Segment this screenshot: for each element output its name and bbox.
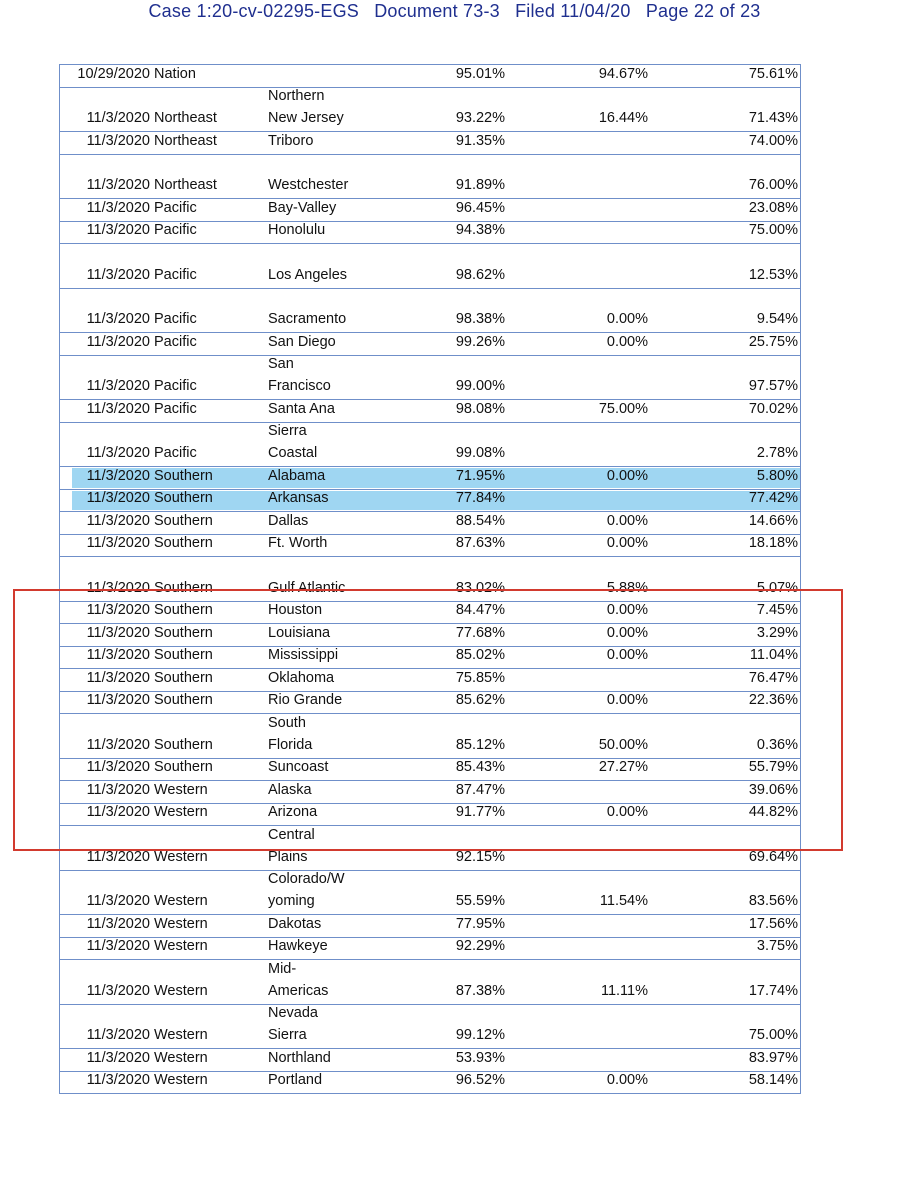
percent-1-cell: 85.02% bbox=[455, 647, 505, 663]
percent-1-cell: 92.15% bbox=[455, 848, 505, 865]
table-row bbox=[60, 155, 800, 200]
percent-3-cell: 7.45% bbox=[756, 602, 798, 618]
region-cell: Western bbox=[154, 848, 208, 865]
table-row bbox=[60, 423, 800, 468]
region-cell: Pacific bbox=[154, 445, 197, 461]
percent-1-cell: 75.85% bbox=[455, 669, 505, 686]
percent-1-cell: 95.01% bbox=[455, 65, 505, 82]
district-line-1: Central bbox=[268, 826, 315, 843]
district-cell: Santa Ana bbox=[268, 400, 335, 417]
region-cell: Western bbox=[154, 781, 208, 798]
district-cell: Louisiana bbox=[268, 624, 331, 641]
district-line-2: Florida bbox=[268, 736, 313, 753]
district-cell: Ft. Worth bbox=[268, 535, 328, 551]
district-cell bbox=[268, 85, 344, 129]
date-cell: 11/3/2020 bbox=[86, 781, 150, 798]
district-cell: Triboro bbox=[268, 132, 314, 149]
district-line-1: South bbox=[268, 714, 306, 731]
date-cell: 11/3/2020 bbox=[86, 177, 150, 193]
page-number: Page 22 of 23 bbox=[645, 1, 761, 21]
percent-3-cell: 22.36% bbox=[748, 692, 798, 708]
date-cell: 11/3/2020 bbox=[86, 736, 150, 753]
percent-3-cell: 17.56% bbox=[748, 915, 798, 932]
region-cell: Southern bbox=[154, 692, 213, 708]
date-cell: 11/3/2020 bbox=[86, 759, 150, 775]
region-cell: Western bbox=[154, 938, 208, 954]
district-cell bbox=[268, 958, 328, 1002]
district-cell bbox=[268, 420, 317, 464]
percent-3-cell: 11.04% bbox=[749, 647, 798, 663]
percent-2-cell: 11.54% bbox=[599, 893, 648, 909]
percent-1-cell: 93.22% bbox=[455, 110, 505, 126]
date-cell: 11/3/2020 bbox=[86, 1049, 150, 1066]
document-header bbox=[0, 0, 909, 22]
percent-1-cell: 99.08% bbox=[455, 445, 505, 461]
region-cell: Western bbox=[154, 804, 208, 820]
percent-2-cell: 0.00% bbox=[606, 602, 648, 618]
percent-3-cell: 2.78% bbox=[756, 445, 798, 461]
percent-3-cell: 70.02% bbox=[748, 400, 798, 417]
region-cell: Pacific bbox=[154, 378, 197, 394]
district-cell: Arizona bbox=[268, 804, 318, 820]
district-line-2: yoming bbox=[268, 893, 315, 909]
date-cell: 11/3/2020 bbox=[86, 1072, 150, 1088]
district-line-1: San bbox=[268, 356, 294, 372]
percent-2-cell: 75.00% bbox=[598, 400, 648, 417]
percent-3-cell: 3.75% bbox=[756, 938, 798, 954]
percent-2-cell: 0.00% bbox=[606, 647, 648, 663]
percent-2-cell: 0.00% bbox=[606, 311, 648, 327]
percent-3-cell: 76.00% bbox=[748, 177, 798, 193]
district-line-2: Francisco bbox=[268, 378, 331, 394]
date-cell: 11/3/2020 bbox=[86, 893, 150, 909]
district-cell: Oklahoma bbox=[268, 669, 335, 686]
percent-1-cell: 77.95% bbox=[455, 915, 505, 932]
case-number: Case 1:20-cv-02295-EGS bbox=[148, 1, 359, 21]
percent-3-cell: 23.08% bbox=[748, 199, 798, 216]
district-line-1: Colorado/W bbox=[268, 871, 345, 887]
table-row bbox=[60, 938, 800, 961]
district-cell: Dallas bbox=[268, 512, 309, 529]
date-cell: 11/3/2020 bbox=[86, 110, 150, 126]
percent-1-cell: 77.68% bbox=[455, 624, 505, 641]
district-cell: Gulf Atlantic bbox=[268, 579, 346, 596]
district-cell: Mississippi bbox=[268, 647, 339, 663]
region-cell: Pacific bbox=[154, 311, 197, 327]
percent-2-cell: 0.00% bbox=[606, 624, 648, 641]
percent-3-cell: 5.80% bbox=[756, 467, 798, 484]
date-cell: 11/3/2020 bbox=[86, 602, 150, 618]
district-cell: San Diego bbox=[268, 333, 336, 350]
percent-3-cell: 44.82% bbox=[748, 804, 798, 820]
date-cell: 11/3/2020 bbox=[86, 804, 150, 820]
percent-1-cell: 77.84% bbox=[455, 490, 505, 506]
region-cell: Western bbox=[154, 915, 208, 932]
region-cell: Southern bbox=[154, 736, 213, 753]
district-line-2: Americas bbox=[268, 982, 329, 999]
filed-date: Filed 11/04/20 bbox=[515, 1, 631, 21]
table-row bbox=[60, 333, 800, 356]
date-cell: 11/3/2020 bbox=[86, 467, 150, 484]
district-line-1: Northern bbox=[268, 88, 325, 104]
percent-3-cell: 71.43% bbox=[748, 110, 798, 126]
percent-2-cell: 0.00% bbox=[606, 535, 648, 551]
date-cell: 11/3/2020 bbox=[86, 199, 150, 216]
table-row bbox=[60, 400, 800, 423]
percent-2-cell: 16.44% bbox=[598, 110, 648, 126]
percent-1-cell: 92.29% bbox=[455, 938, 505, 954]
region-cell: Southern bbox=[154, 490, 213, 506]
percent-1-cell: 98.08% bbox=[455, 400, 505, 417]
percent-2-cell: 5.88% bbox=[606, 579, 648, 596]
percent-1-cell: 91.77% bbox=[455, 804, 505, 820]
percent-3-cell: 14.66% bbox=[748, 512, 798, 529]
percent-3-cell: 77.42% bbox=[748, 490, 798, 506]
table-row bbox=[60, 222, 800, 245]
percent-2-cell: 0.00% bbox=[606, 467, 648, 484]
district-cell: Suncoast bbox=[268, 759, 329, 775]
percent-3-cell: 3.29% bbox=[756, 624, 798, 641]
date-cell: 11/3/2020 bbox=[86, 512, 150, 529]
percent-3-cell: 74.00% bbox=[748, 132, 798, 149]
region-cell: Pacific bbox=[154, 222, 197, 238]
percent-1-cell: 99.12% bbox=[455, 1027, 505, 1043]
percent-3-cell: 5.07% bbox=[756, 579, 798, 596]
region-cell: Western bbox=[154, 982, 208, 999]
district-cell: Houston bbox=[268, 602, 323, 618]
region-cell: Southern bbox=[154, 669, 213, 686]
percent-3-cell: 55.79% bbox=[748, 759, 798, 775]
district-line-2: Coastal bbox=[268, 445, 318, 461]
date-cell: 11/3/2020 bbox=[86, 848, 150, 865]
percent-2-cell: 0.00% bbox=[606, 1072, 648, 1088]
percent-1-cell: 85.62% bbox=[455, 692, 505, 708]
date-cell: 11/3/2020 bbox=[86, 669, 150, 686]
date-cell: 11/3/2020 bbox=[86, 915, 150, 932]
district-cell bbox=[268, 868, 345, 912]
district-cell: Alaska bbox=[268, 781, 312, 798]
region-cell: Southern bbox=[154, 512, 213, 529]
percent-3-cell: 75.00% bbox=[748, 222, 798, 238]
percent-1-cell: 71.95% bbox=[455, 467, 505, 484]
district-cell: Alabama bbox=[268, 467, 326, 484]
table-row bbox=[60, 1005, 800, 1050]
region-cell: Nation bbox=[154, 65, 196, 82]
district-cell bbox=[268, 824, 315, 868]
percent-1-cell: 87.47% bbox=[455, 781, 505, 798]
region-cell: Southern bbox=[154, 602, 213, 618]
percent-1-cell: 53.93% bbox=[455, 1049, 505, 1066]
percent-2-cell: 94.67% bbox=[598, 65, 648, 82]
table-row bbox=[60, 289, 800, 334]
region-cell: Pacific bbox=[154, 266, 197, 283]
district-cell: Portland bbox=[268, 1072, 323, 1088]
district-line-1: Mid- bbox=[268, 960, 297, 977]
percent-2-cell: 50.00% bbox=[598, 736, 648, 753]
percent-1-cell: 91.89% bbox=[455, 177, 505, 193]
date-cell: 11/3/2020 bbox=[86, 535, 150, 551]
district-cell: Honolulu bbox=[268, 222, 326, 238]
region-cell: Pacific bbox=[154, 199, 197, 216]
percent-1-cell: 98.38% bbox=[455, 311, 505, 327]
region-cell: Western bbox=[154, 1049, 208, 1066]
date-cell: 11/3/2020 bbox=[86, 333, 150, 350]
table-row bbox=[60, 356, 800, 401]
table-row bbox=[60, 88, 800, 133]
date-cell: 11/3/2020 bbox=[86, 692, 150, 708]
table-row bbox=[60, 960, 800, 1005]
date-cell: 11/3/2020 bbox=[86, 579, 150, 596]
district-line-2: Plains bbox=[268, 848, 308, 865]
percent-3-cell: 18.18% bbox=[748, 535, 798, 551]
region-cell: Southern bbox=[154, 759, 213, 775]
document-number: Document 73-3 bbox=[374, 1, 500, 21]
percent-1-cell: 94.38% bbox=[455, 222, 505, 238]
percent-1-cell: 87.63% bbox=[455, 535, 505, 551]
percent-3-cell: 83.97% bbox=[748, 1049, 798, 1066]
district-cell: Northland bbox=[268, 1049, 331, 1066]
date-cell: 11/3/2020 bbox=[86, 490, 150, 506]
date-cell: 11/3/2020 bbox=[86, 1027, 150, 1043]
region-cell: Southern bbox=[154, 467, 213, 484]
percent-1-cell: 85.12% bbox=[455, 736, 505, 753]
district-cell: Dakotas bbox=[268, 915, 322, 932]
percent-2-cell: 0.00% bbox=[606, 804, 648, 820]
percent-1-cell: 55.59% bbox=[455, 893, 505, 909]
percent-2-cell: 0.00% bbox=[606, 512, 648, 529]
percent-1-cell: 84.47% bbox=[455, 602, 505, 618]
region-cell: Southern bbox=[154, 624, 213, 641]
table-row bbox=[60, 1072, 800, 1095]
percent-3-cell: 83.56% bbox=[748, 893, 798, 909]
region-cell: Northeast bbox=[154, 110, 217, 126]
percent-1-cell: 98.62% bbox=[455, 266, 505, 283]
date-cell: 11/3/2020 bbox=[86, 311, 150, 327]
date-cell: 11/3/2020 bbox=[86, 400, 150, 417]
percent-1-cell: 85.43% bbox=[455, 759, 505, 775]
date-cell: 10/29/2020 bbox=[77, 65, 150, 82]
percent-2-cell: 11.11% bbox=[600, 982, 648, 999]
date-cell: 11/3/2020 bbox=[86, 647, 150, 663]
percent-3-cell: 0.36% bbox=[756, 736, 798, 753]
table-row bbox=[60, 871, 800, 916]
percent-2-cell: 0.00% bbox=[606, 333, 648, 350]
percent-3-cell: 58.14% bbox=[748, 1072, 798, 1088]
table-row bbox=[60, 692, 800, 715]
percent-3-cell: 25.75% bbox=[748, 333, 798, 350]
region-cell: Pacific bbox=[154, 400, 197, 417]
date-cell: 11/3/2020 bbox=[86, 624, 150, 641]
region-cell: Western bbox=[154, 1027, 208, 1043]
date-cell: 11/3/2020 bbox=[86, 938, 150, 954]
percent-1-cell: 99.26% bbox=[455, 333, 505, 350]
percent-3-cell: 97.57% bbox=[748, 378, 798, 394]
district-line-2: Sierra bbox=[268, 1027, 307, 1043]
percent-1-cell: 96.45% bbox=[455, 199, 505, 216]
table-row bbox=[60, 804, 800, 827]
date-cell: 11/3/2020 bbox=[86, 266, 150, 283]
percent-3-cell: 75.61% bbox=[748, 65, 798, 82]
district-cell: Westchester bbox=[268, 177, 349, 193]
region-cell: Southern bbox=[154, 535, 213, 551]
percent-3-cell: 76.47% bbox=[748, 669, 798, 686]
percent-1-cell: 91.35% bbox=[455, 132, 505, 149]
percent-3-cell: 39.06% bbox=[748, 781, 798, 798]
district-cell: Arkansas bbox=[268, 490, 329, 506]
region-cell: Pacific bbox=[154, 333, 197, 350]
district-line-2: New Jersey bbox=[268, 110, 344, 126]
date-cell: 11/3/2020 bbox=[86, 445, 150, 461]
performance-table bbox=[59, 64, 801, 1094]
district-line-1: Sierra bbox=[268, 423, 307, 439]
percent-1-cell: 87.38% bbox=[455, 982, 505, 999]
percent-3-cell: 17.74% bbox=[748, 982, 798, 999]
region-cell: Northeast bbox=[154, 177, 217, 193]
percent-2-cell: 0.00% bbox=[606, 692, 648, 708]
district-cell: Sacramento bbox=[268, 311, 347, 327]
district-cell: Rio Grande bbox=[268, 692, 343, 708]
table-row bbox=[60, 132, 800, 155]
percent-1-cell: 96.52% bbox=[455, 1072, 505, 1088]
percent-3-cell: 9.54% bbox=[756, 311, 798, 327]
region-cell: Western bbox=[154, 1072, 208, 1088]
table-row bbox=[60, 714, 800, 759]
district-cell bbox=[268, 353, 331, 397]
region-cell: Northeast bbox=[154, 132, 217, 149]
percent-2-cell: 27.27% bbox=[598, 759, 648, 775]
percent-1-cell: 88.54% bbox=[455, 512, 505, 529]
percent-1-cell: 99.00% bbox=[455, 378, 505, 394]
percent-3-cell: 75.00% bbox=[748, 1027, 798, 1043]
district-cell bbox=[268, 712, 312, 756]
date-cell: 11/3/2020 bbox=[86, 132, 150, 149]
district-cell: Bay-Valley bbox=[268, 199, 337, 216]
date-cell: 11/3/2020 bbox=[86, 378, 150, 394]
percent-3-cell: 69.64% bbox=[748, 848, 798, 865]
district-cell: Hawkeye bbox=[268, 938, 328, 954]
district-cell: Los Angeles bbox=[268, 266, 348, 283]
table-row bbox=[60, 826, 800, 871]
table-row bbox=[60, 244, 800, 289]
table-row bbox=[60, 65, 800, 88]
percent-3-cell: 12.53% bbox=[748, 266, 798, 283]
region-cell: Southern bbox=[154, 579, 213, 596]
date-cell: 11/3/2020 bbox=[86, 222, 150, 238]
table-row bbox=[60, 535, 800, 558]
region-cell: Southern bbox=[154, 647, 213, 663]
district-line-1: Nevada bbox=[268, 1005, 318, 1021]
region-cell: Western bbox=[154, 893, 208, 909]
table-row bbox=[60, 557, 800, 602]
district-cell bbox=[268, 1002, 318, 1046]
percent-1-cell: 83.02% bbox=[455, 579, 505, 596]
date-cell: 11/3/2020 bbox=[86, 982, 150, 999]
